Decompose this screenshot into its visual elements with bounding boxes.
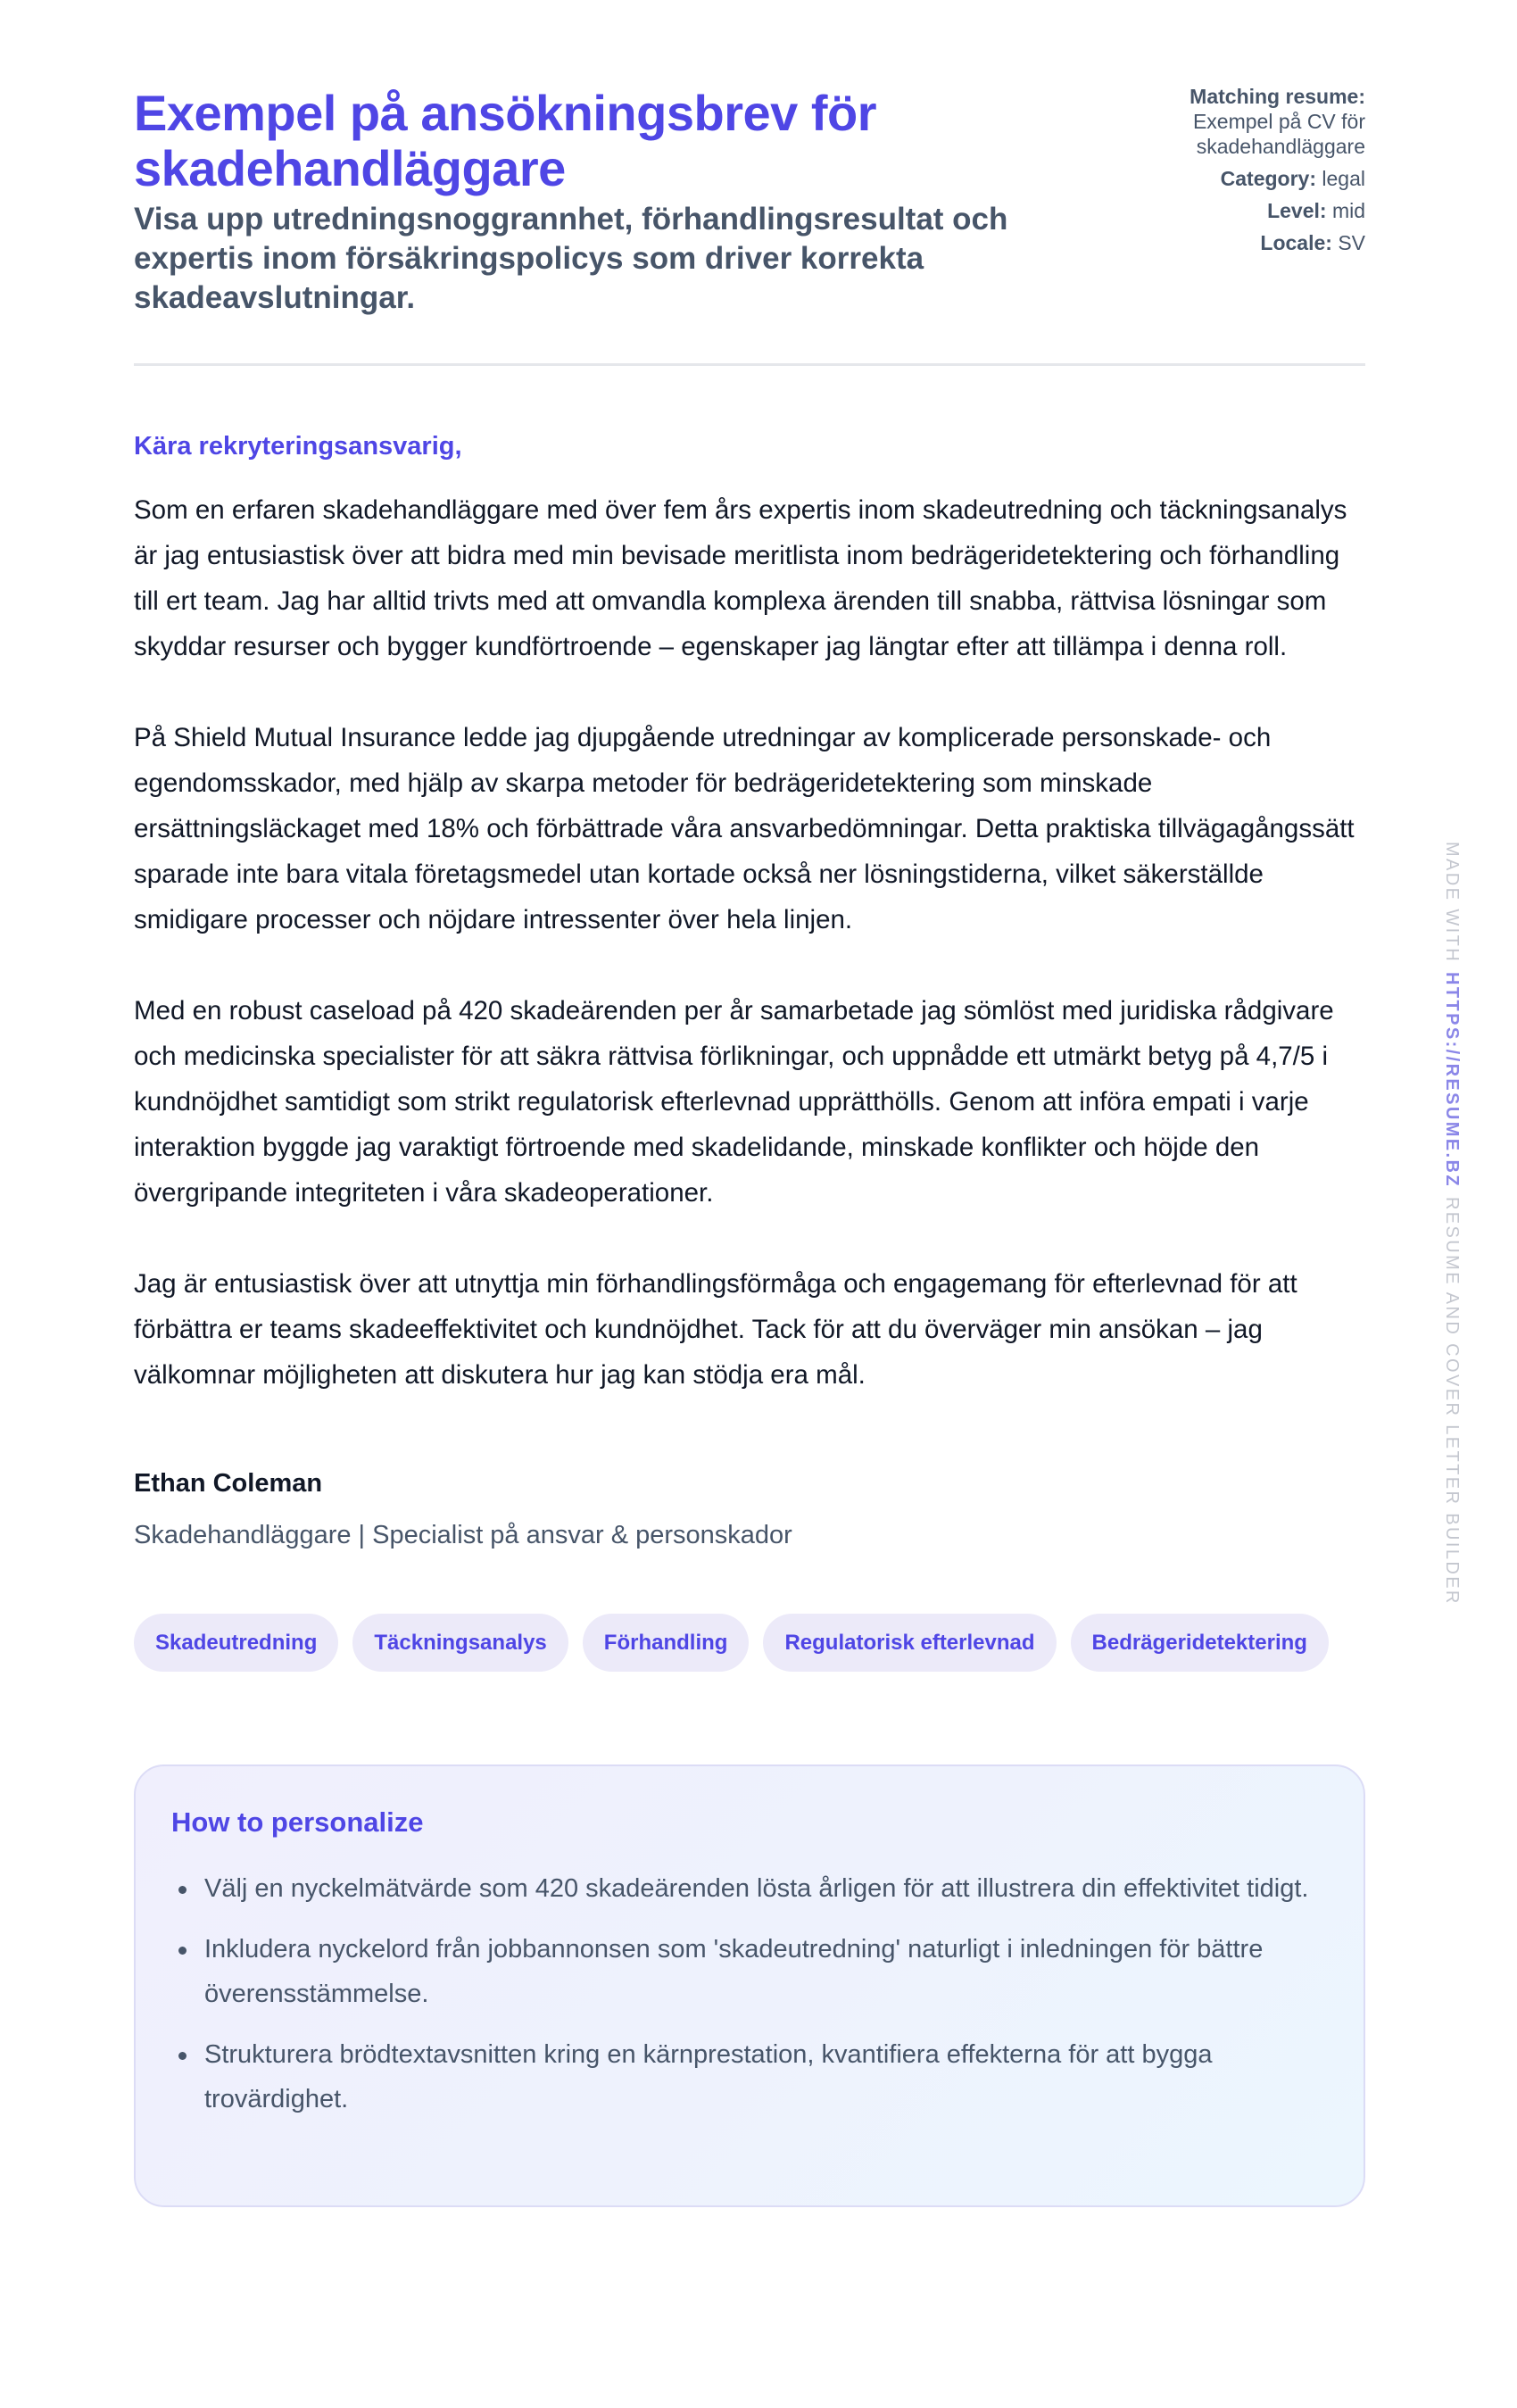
skill-tag: Förhandling <box>583 1614 750 1672</box>
letter-paragraph: Med en robust caseload på 420 skadeärenden per år samarbetade jag sömlöst med juridiska rådgivare och medicinska specialister för att säkra rättvisa förlikningar, och uppnådde ett utmärkt betyg på 4,7/5 i kundnöjdhet samtidigt som strikt regulatorisk efterlevnad upprätthölls. Genom att införa empati i varje interaktion byggde jag varaktigt förtroende med skadelidande, minskade konflikter och höjde den övergripande integriteten i våra skadeoperationer. <box>134 996 1334 1208</box>
side-credit <box>1438 842 1465 1606</box>
signature-name: Ethan Coleman <box>134 1469 323 1498</box>
meta-level-value: mid <box>1331 199 1365 222</box>
meta-matching-resume-label: Matching resume: <box>1190 85 1365 108</box>
skill-tag: Skadeutredning <box>134 1614 338 1672</box>
cover-letter-page <box>134 0 1365 2207</box>
tips-title: How to personalize <box>171 1806 424 1838</box>
bullet-icon <box>178 1947 187 1955</box>
meta-locale <box>1098 230 1365 255</box>
meta-panel <box>1098 84 1365 262</box>
personalize-tips-box <box>134 1764 1365 2207</box>
skill-tag: Regulatorisk efterlevnad <box>763 1614 1056 1672</box>
signature <box>134 1467 1365 1551</box>
meta-category-label: Category: <box>1220 167 1316 190</box>
meta-locale-value: SV <box>1338 231 1365 254</box>
skill-tags <box>134 1614 1365 1672</box>
meta-matching-resume-link[interactable]: Exempel på CV för skadehandläggare <box>1192 110 1365 158</box>
side-credit-text <box>1438 842 1465 1606</box>
tips-item <box>171 1927 1328 2016</box>
bullet-icon <box>178 1886 187 1894</box>
skill-tag: Bedrägeridetektering <box>1071 1614 1329 1672</box>
bullet-icon <box>178 2052 187 2060</box>
meta-locale-label: Locale: <box>1260 231 1332 254</box>
tips-item-text: Välj en nyckelmätvärde som 420 skadeärenden lösta årligen för att illustrera din effektivitet tidigt. <box>204 1874 1309 1903</box>
side-credit-suffix: RESUME AND COVER LETTER BUILDER <box>1442 1196 1462 1606</box>
meta-matching-resume <box>1098 84 1365 159</box>
tips-item-text: Strukturera brödtextavsnitten kring en kärnprestation, kvantifiera effekterna för att bygga trovärdighet. <box>204 2040 1213 2113</box>
page-title: Exempel på ansökningsbrev för skadehandläggare <box>134 85 876 196</box>
letter <box>134 430 1365 1551</box>
meta-category <box>1098 166 1365 191</box>
side-credit-prefix: MADE WITH <box>1442 842 1462 964</box>
letter-paragraph: Jag är entusiastisk över att utnyttja min förhandlingsförmåga och engagemang för efterlevnad för att förbättra er teams skadeeffektivitet och kundnöjdhet. Tack för att du överväger min ansökan – jag välkomnar möjligheten att diskutera hur jag kan stödja era mål. <box>134 1269 1297 1390</box>
page-subtitle: Visa upp utredningsnoggrannhet, förhandlingsresultat och expertis inom försäkringspolicys som driver korrekta skadeavslutningar. <box>134 202 1008 315</box>
letter-body <box>134 487 1365 1398</box>
signature-title: Skadehandläggare | Specialist på ansvar & personskador <box>134 1521 792 1549</box>
side-credit-link[interactable]: HTTPS://RESUME.BZ <box>1442 972 1462 1188</box>
meta-level <box>1098 198 1365 223</box>
tips-item <box>171 2032 1328 2122</box>
letter-greeting: Kära rekryteringsansvarig, <box>134 432 462 461</box>
tips-item-text: Inkludera nyckelord från jobbannonsen som 'skadeutredning' naturligt i inledningen för bättre överensstämmelse. <box>204 1935 1264 2008</box>
letter-paragraph: På Shield Mutual Insurance ledde jag djupgående utredningar av komplicerade personskade- och egendomsskador, med hjälp av skarpa metoder för bedrägeridetektering som minskade ersättningsläckaget med 18% och förbättrade våra ansvarbedömningar. Detta praktiska tillvägagångssätt sparade inte bara vitala företagsmedel utan kortade också ner lösningstiderna, vilket säkerställde smidigare processer och nöjdare intressenter över hela linjen. <box>134 723 1355 934</box>
skill-tag: Täckningsanalys <box>352 1614 568 1672</box>
tips-list <box>171 1866 1328 2122</box>
letter-paragraph: Som en erfaren skadehandläggare med över fem års expertis inom skadeutredning och täckningsanalys är jag entusiastisk över att bidra med min bevisade meritlista inom bedrägeridetektering och förhandling till ert team. Jag har alltid trivts med att omvandla komplexa ärenden till snabba, rättvisa lösningar som skyddar resurser och bygger kundförtroende – egenskaper jag längtar efter att tillämpa i denna roll. <box>134 495 1347 661</box>
meta-level-label: Level: <box>1267 199 1327 222</box>
meta-category-value: legal <box>1322 167 1365 190</box>
tips-item <box>171 1866 1328 1911</box>
page-header <box>134 0 1365 366</box>
